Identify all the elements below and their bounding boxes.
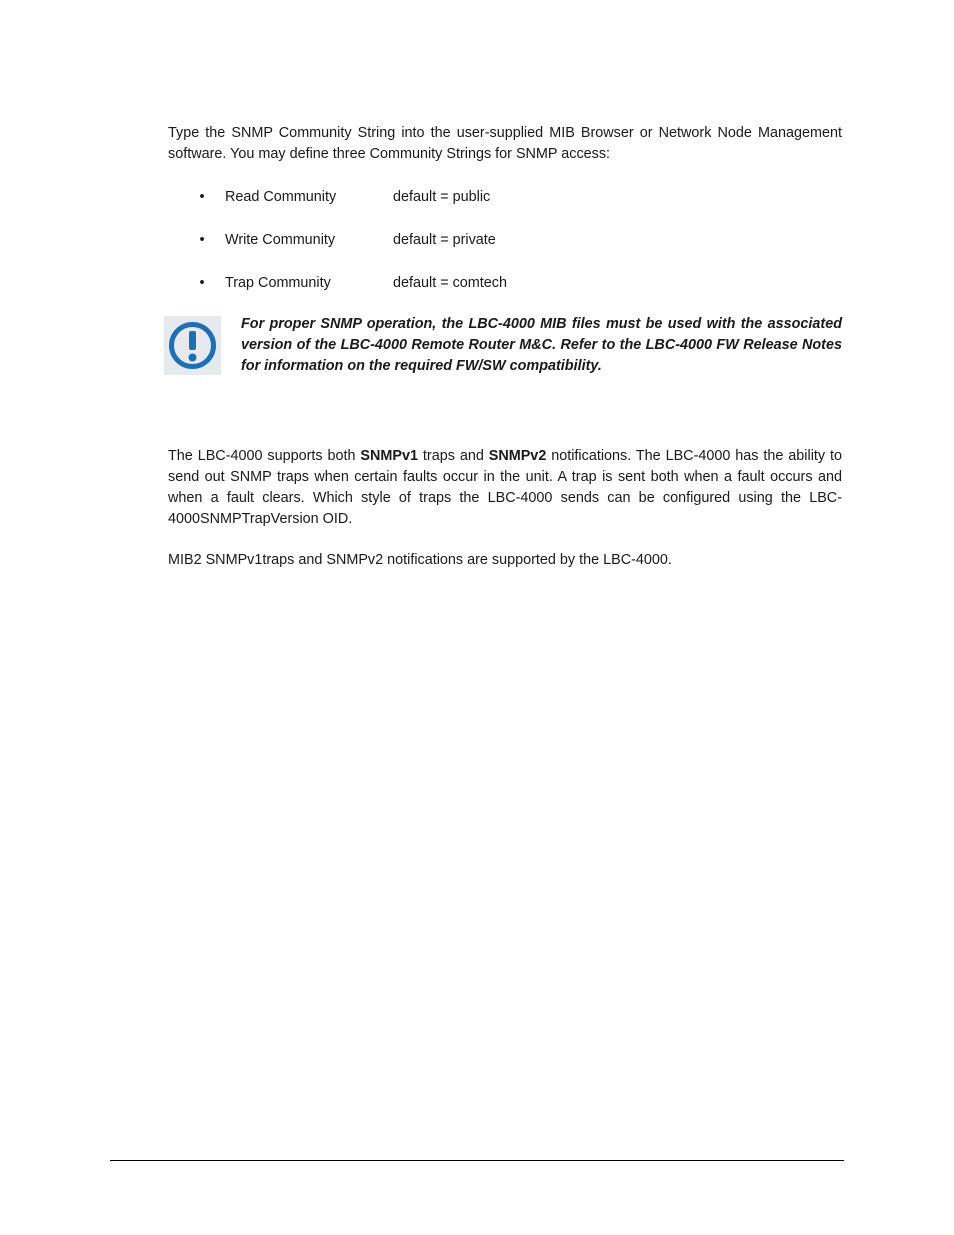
traps-paragraph (168, 446, 842, 530)
community-default: default = private (393, 232, 496, 248)
mib2-paragraph: MIB2 SNMPv1traps and SNMPv2 notifications are supported by the LBC-4000. (168, 552, 672, 568)
traps-text-part2: traps and (418, 448, 489, 464)
community-default: default = comtech (393, 275, 507, 291)
community-label: Trap Community (225, 275, 331, 291)
notice-exclamation-icon (164, 316, 221, 375)
list-item-read-community (196, 187, 796, 208)
snmpv1-term: SNMPv1 (360, 448, 419, 464)
community-default: default = public (393, 189, 491, 205)
intro-paragraph: Type the SNMP Community String into the user-supplied MIB Browser or Network Node Management software. You may define three Community Strings for SNMP access: (168, 125, 842, 162)
community-label: Read Community (225, 189, 337, 205)
snmpv2-term: SNMPv2 (488, 448, 547, 464)
bullet-icon: • (199, 275, 205, 291)
list-item-trap-community (196, 273, 796, 294)
bullet-icon: • (199, 189, 205, 205)
note-text: For proper SNMP operation, the LBC-4000 MIB files must be used with the associated version of the LBC-4000 Remote Router M&C. Refer to the LBC-4000 FW Release Notes for information on the required FW/SW compatibility. (241, 316, 842, 374)
traps-text-part3: notifications. The LBC-4000 has the ability to send out SNMP traps when certain faults occur in the unit. A trap is sent both when a fault occurs and when a fault clears. Which style of traps the LBC-4000 sends can be configured using the LBC-4000SNMPTrapVersion OID. (168, 448, 842, 527)
traps-text-part1: The LBC-4000 supports both (168, 448, 361, 464)
footer-divider (110, 1160, 844, 1161)
bullet-icon: • (199, 232, 205, 248)
community-label: Write Community (225, 232, 336, 248)
list-item-write-community (196, 230, 796, 251)
